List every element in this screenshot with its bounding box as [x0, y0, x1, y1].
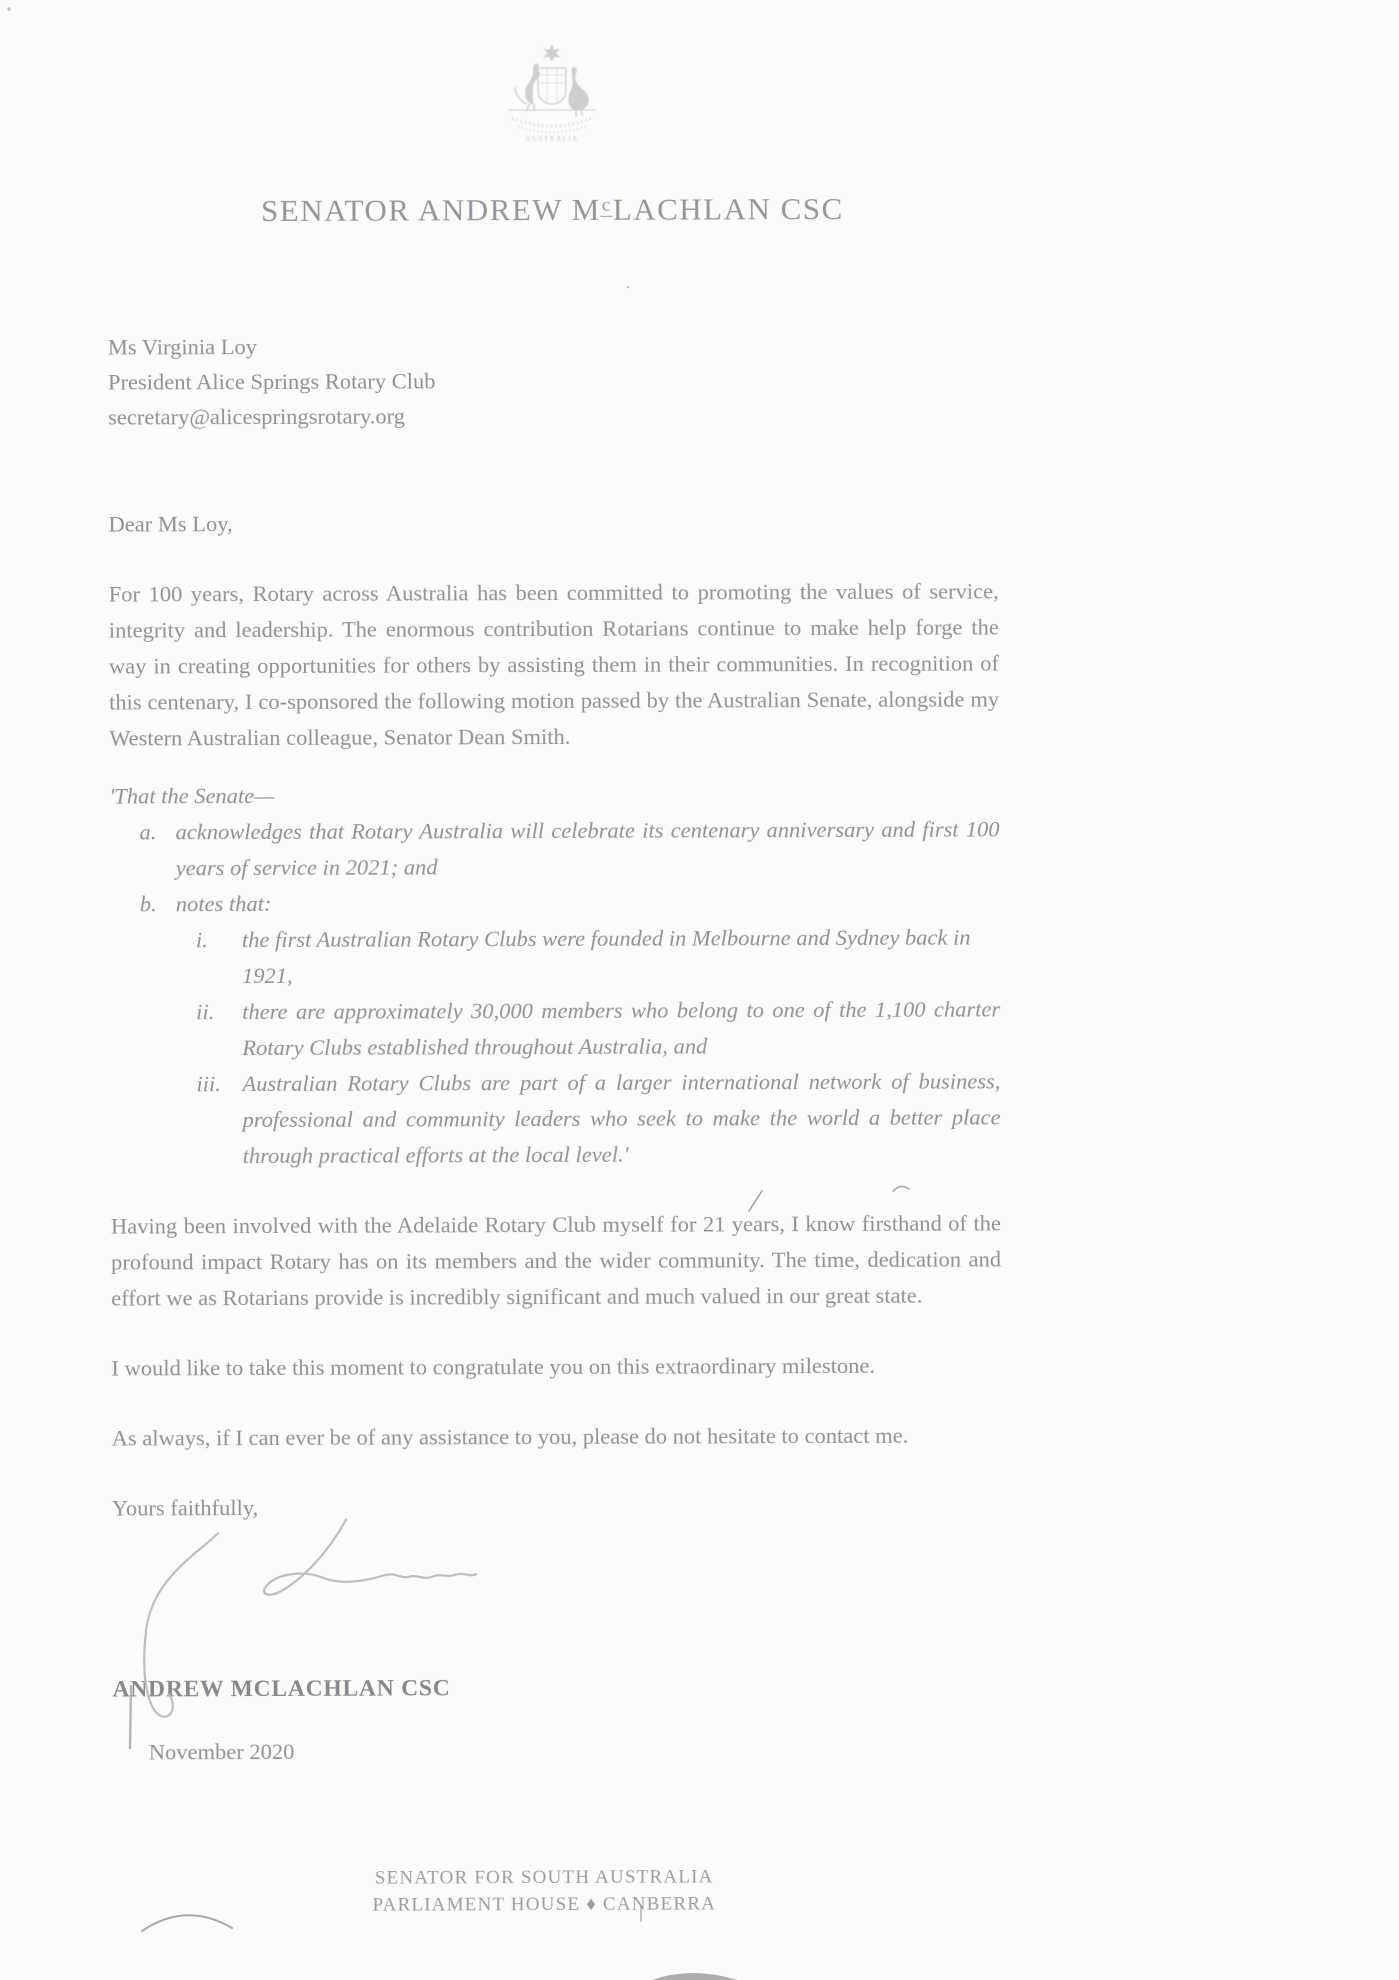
motion-item-b [110, 883, 1000, 922]
motion-subitem-label: iii. [196, 1071, 221, 1097]
motion-subitem-iii [110, 1063, 1000, 1174]
salutation: Dear Ms Loy, [108, 511, 233, 537]
scan-edge-shadow [652, 1973, 737, 1980]
motion-subitem-text: there are approximately 30,000 members who belong to one of the 1,100 charter Rotary Clubs established throughout Australia, and [242, 996, 1001, 1061]
motion-item-label: a. [139, 819, 157, 845]
motion-subitem-i [110, 919, 1000, 994]
motion-item-text: acknowledges that Rotary Australia will celebrate its centenary anniversary and first 100 years of service in 2021; and [175, 816, 1000, 881]
signature-loop [144, 1533, 219, 1717]
motion-item-a [109, 811, 999, 886]
motion-item-label: b. [139, 891, 157, 917]
motion-subitem-label: i. [195, 927, 208, 953]
crest-scroll-text: AUSTRALIA [525, 134, 579, 144]
signature-scribble [264, 1519, 476, 1594]
footer-address: PARLIAMENT HOUSE ♦ CANBERRA [372, 1893, 717, 1916]
scan-speck [7, 7, 10, 10]
motion-subitem-ii [110, 991, 1000, 1066]
paragraph-assistance: As always, if I can ever be of any assistance to you, please do not hesitate to contact me. [111, 1422, 909, 1451]
letter-content [107, 0, 1004, 1920]
senate-motion-quote [109, 775, 1000, 1174]
handwritten-signature [78, 1497, 599, 1749]
australian-coat-of-arms-icon [472, 42, 632, 153]
title-text-cont: LACHLAN CSC [612, 190, 844, 227]
emu-icon [568, 67, 589, 110]
footer-office: SENATOR FOR SOUTH AUSTRALIA [374, 1866, 714, 1889]
signatory-name: ANDREW MCLACHLAN CSC [112, 1675, 451, 1703]
motion-item-text: notes that: [175, 890, 272, 917]
motion-subitem-label: ii. [196, 999, 215, 1025]
recipient-name: Ms Virginia Loy [107, 334, 257, 360]
signature-area [113, 1673, 1003, 1765]
wattle-branch-icon [512, 118, 592, 126]
shield-icon [538, 68, 566, 104]
paragraph-adelaide: Having been involved with the Adelaide Rotary Club myself for 21 years, I know firsthand of the profound impact Rotary has on its members and the wider community. The time, dedication and effort we as Rotarians provide is incredibly significant and much valued in our great state. [110, 1210, 1002, 1311]
title-superscript-c: c [601, 194, 612, 216]
valediction: Yours faithfully, [111, 1495, 259, 1521]
commonwealth-star-icon [543, 44, 560, 62]
motion-subitem-text: the first Australian Rotary Clubs were founded in Melbourne and Sydney back in 1921, [241, 924, 971, 989]
letter-date: November 2020 [148, 1738, 295, 1765]
motion-intro: 'That the Senate— [109, 782, 275, 809]
shield-quarters [538, 68, 566, 102]
recipient-role: President Alice Springs Rotary Club [107, 368, 436, 395]
letterhead-title [107, 190, 997, 229]
paragraph-intro: For 100 years, Rotary across Australia has been committed to promoting the values of service, integrity and leadership. The enormous contribution Rotarians continue to make help forge the way in creating opportunities for others by assisting them in their communities. In recognition of this centenary, I co-sponsored the following motion passed by the Australian Senate, alongside my Western Australian colleague, Senator Dean Smith. [108, 578, 1000, 751]
recipient-block [108, 326, 998, 434]
motion-subitem-text: Australian Rotary Clubs are part of a larger international network of business, professional and community leaders who seek to make the world a better place through practical efforts at the local level.' [242, 1068, 1001, 1169]
title-text: SENATOR ANDREW M [260, 191, 601, 229]
letter-footer [113, 1863, 975, 1920]
recipient-email: secretary@alicespringsrotary.org [108, 403, 406, 430]
paragraph-congratulate: I would like to take this moment to congratulate you on this extraordinary milestone. [111, 1352, 876, 1381]
